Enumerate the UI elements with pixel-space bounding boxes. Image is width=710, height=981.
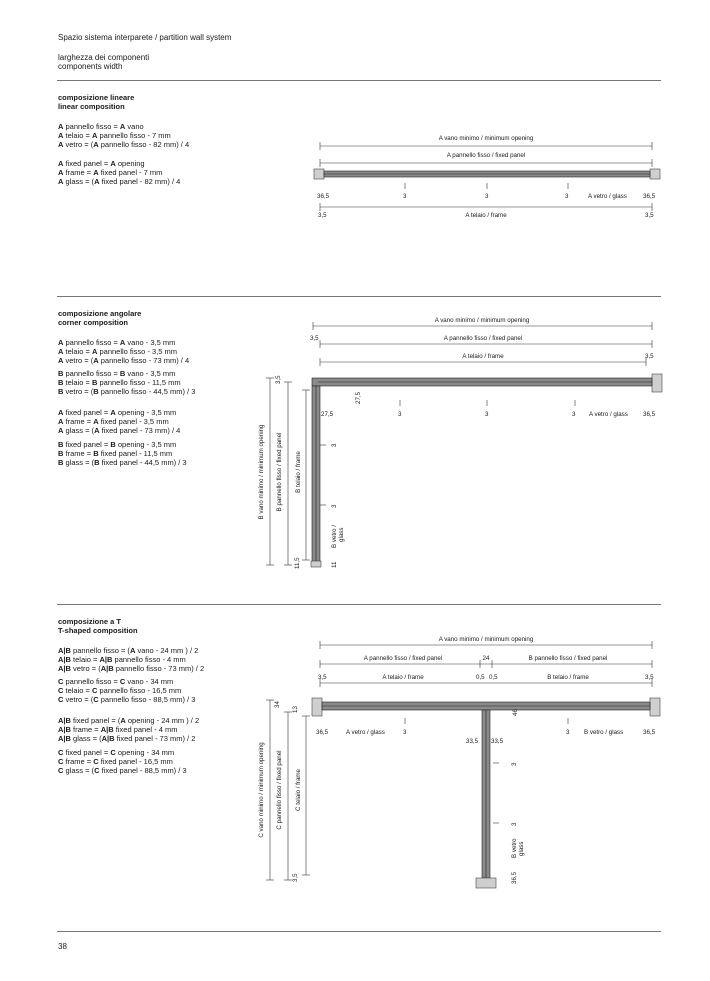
formula-line: A telaio = A pannello fisso - 3,5 mm	[58, 347, 178, 357]
page-header-title: Spazio sistema interparete / partition wall system	[58, 33, 232, 42]
linear-fixed-panel-label: A pannello fisso / fixed panel	[446, 152, 526, 159]
section-divider-2	[57, 604, 661, 605]
t-c-frame-label: C telaio / frame	[295, 769, 302, 811]
dim-label: 27,5	[321, 411, 334, 418]
section-divider-1	[57, 296, 661, 297]
corner-wall-profile	[311, 374, 662, 567]
corner-b-fixed-panel-label: B pannello fisso / fixed panel	[276, 432, 283, 512]
linear-opening-label: A vano minimo / minimum opening	[438, 135, 534, 142]
dim-label: 3	[485, 411, 489, 418]
dim-label: 3	[485, 193, 489, 200]
page-subtitle-it: larghezza dei componenti	[58, 53, 150, 62]
page-subtitle-en: components width	[58, 62, 123, 71]
corner-title-it: composizione angolare	[58, 309, 142, 318]
corner-formulas-en-a	[58, 408, 180, 436]
t-title-it: composizione a T	[58, 617, 121, 626]
dim-label: 3	[398, 411, 402, 418]
corner-b-glass-label-1: B vetro /	[331, 524, 338, 548]
formula-line: A glass = (A fixed panel - 73 mm) / 4	[58, 426, 181, 436]
corner-frame-label: A telaio / frame	[462, 353, 504, 360]
formula-line: A vetro = (A pannello fisso - 73 mm) / 4	[58, 356, 190, 366]
formula-line: A|B vetro = (A|B pannello fisso - 73 mm) / 2	[58, 664, 205, 674]
dim-label: 3	[565, 193, 569, 200]
corner-formulas-it-b	[58, 369, 195, 397]
t-b-fixed-panel-label: B pannello fisso / fixed panel	[528, 655, 608, 662]
dim-label: 3,5	[318, 212, 327, 219]
t-formulas-en-a	[58, 716, 199, 744]
corner-formulas-en-b	[58, 440, 187, 468]
t-opening-label: A vano minimo / minimum opening	[438, 636, 534, 643]
formula-line: A|B fixed panel = (A opening - 24 mm ) / 2	[58, 716, 200, 725]
dim-label: 3	[331, 504, 338, 508]
formula-line: A|B telaio = A|B pannello fisso - 4 mm	[58, 655, 186, 665]
linear-frame-label: A telaio / frame	[465, 212, 507, 219]
dim-label: 3,5	[275, 375, 282, 384]
dim-label: 3,5	[645, 674, 654, 681]
corner-b-glass-label-2: glass	[338, 527, 345, 542]
linear-glass-label: A vetro / glass	[588, 193, 627, 200]
dim-label: 3,5	[645, 212, 654, 219]
formula-line: B telaio = B pannello fisso - 11,5 mm	[58, 378, 181, 388]
corner-b-frame-label: B telaio / frame	[295, 451, 302, 493]
corner-formulas-it-a	[58, 338, 189, 366]
dim-label: 3,5	[292, 873, 299, 882]
dim-label: 36,5	[643, 729, 656, 736]
dim-label: 3	[331, 443, 338, 447]
dim-label: 13	[292, 706, 299, 713]
t-a-glass-label: A vetro / glass	[346, 729, 385, 736]
t-c-glass-label-1: B vetro	[511, 838, 518, 858]
linear-title-it: composizione lineare	[58, 93, 135, 102]
dim-label: 33,5	[491, 738, 504, 745]
t-c-fixed-panel-label: C pannello fisso / fixed panel	[276, 750, 283, 830]
formula-line: B frame = B fixed panel - 11,5 mm	[58, 449, 173, 459]
t-formulas-it-a	[58, 646, 204, 674]
formula-line: A|B pannello fisso = (A vano - 24 mm ) / 2	[58, 646, 199, 655]
t-formulas-it-c	[58, 677, 195, 705]
formula-line: A glass = (A fixed panel - 82 mm) / 4	[58, 177, 181, 187]
dim-label: 36,5	[643, 411, 656, 418]
formula-line: C frame = C fixed panel - 16,5 mm	[58, 757, 173, 767]
t-title-en: T-shaped composition	[58, 626, 138, 635]
formula-line: A telaio = A pannello fisso - 7 mm	[58, 131, 171, 141]
dim-label: 0,5	[476, 674, 485, 681]
formula-line: A fixed panel = A opening - 3,5 mm	[58, 408, 177, 417]
corner-title-en: corner composition	[58, 318, 129, 327]
formula-line: B glass = (B fixed panel - 44,5 mm) / 3	[58, 458, 187, 468]
dim-label: 3	[403, 193, 407, 200]
dim-label: 33,5	[466, 738, 479, 745]
t-wall-profile	[312, 698, 660, 888]
formula-line: A fixed panel = A opening	[58, 159, 145, 168]
formula-line: A|B glass = (A|B fixed panel - 73 mm) / 2	[58, 734, 196, 744]
dim-label: 3	[566, 729, 570, 736]
formula-line: C vetro = (C pannello fisso - 88,5 mm) / 3	[58, 695, 196, 705]
dim-label: 36,5	[511, 871, 518, 884]
dim-label: 3	[511, 762, 518, 766]
formula-line: C telaio = C pannello fisso - 16,5 mm	[58, 686, 182, 696]
corner-fixed-panel-label: A pannello fisso / fixed panel	[443, 335, 523, 342]
formula-line: C fixed panel = C opening - 34 mm	[58, 748, 175, 757]
formula-line: B vetro = (B pannello fisso - 44,5 mm) / 3	[58, 387, 196, 397]
dim-label: 27,5	[355, 391, 362, 404]
dim-label: 36,5	[316, 729, 329, 736]
formula-line: C pannello fisso = C vano - 34 mm	[58, 677, 174, 686]
t-b-frame-label: B telaio / frame	[547, 674, 589, 681]
page-number: 38	[58, 942, 67, 951]
dim-label: 36,5	[643, 193, 656, 200]
t-b-glass-label: B vetro / glass	[584, 729, 624, 736]
dim-label: 3,5	[318, 674, 327, 681]
t-a-frame-label: A telaio / frame	[382, 674, 424, 681]
dim-label: 46	[512, 709, 519, 716]
t-c-glass-label-2: glass	[518, 841, 525, 856]
formula-line: A|B frame = A|B fixed panel - 4 mm	[58, 725, 178, 735]
corner-glass-label: A vetro / glass	[589, 411, 628, 418]
formula-line: B pannello fisso = B vano - 3,5 mm	[58, 369, 176, 378]
t-a-fixed-panel-label: A pannello fisso / fixed panel	[363, 655, 443, 662]
dim-label: 34	[274, 701, 281, 708]
dim-label: 11,5	[294, 557, 301, 569]
linear-title-en: linear composition	[58, 102, 125, 111]
dim-label: 24	[482, 655, 490, 662]
t-c-opening-label: C vano minimo / minimum opening	[258, 742, 265, 838]
dim-label: 3	[511, 822, 518, 826]
formula-line: B fixed panel = B opening - 3,5 mm	[58, 440, 177, 449]
dim-label: 36,5	[317, 193, 330, 200]
dim-label: 3	[572, 411, 576, 418]
linear-wall-profile	[314, 169, 660, 179]
dim-label: 0,5	[489, 674, 498, 681]
footer-divider	[57, 931, 661, 932]
formula-line: A pannello fisso = A vano	[58, 122, 144, 131]
dim-label: 3,5	[645, 353, 654, 360]
t-formulas-en-c	[58, 748, 187, 776]
formula-line: A frame = A fixed panel - 3,5 mm	[58, 417, 169, 427]
formula-line: A vetro = (A pannello fisso - 82 mm) / 4	[58, 140, 190, 150]
corner-opening-label: A vano minimo / minimum opening	[434, 317, 530, 324]
dim-label: 11	[331, 561, 338, 568]
corner-b-opening-label: B vano minimo / minimum opening	[258, 424, 265, 520]
dim-label: 3,5	[310, 335, 319, 342]
dim-label: 3	[403, 729, 407, 736]
formula-line: A pannello fisso = A vano - 3,5 mm	[58, 338, 176, 347]
formula-line: C glass = (C fixed panel - 88,5 mm) / 3	[58, 766, 187, 776]
formula-line: A frame = A fixed panel - 7 mm	[58, 168, 163, 178]
